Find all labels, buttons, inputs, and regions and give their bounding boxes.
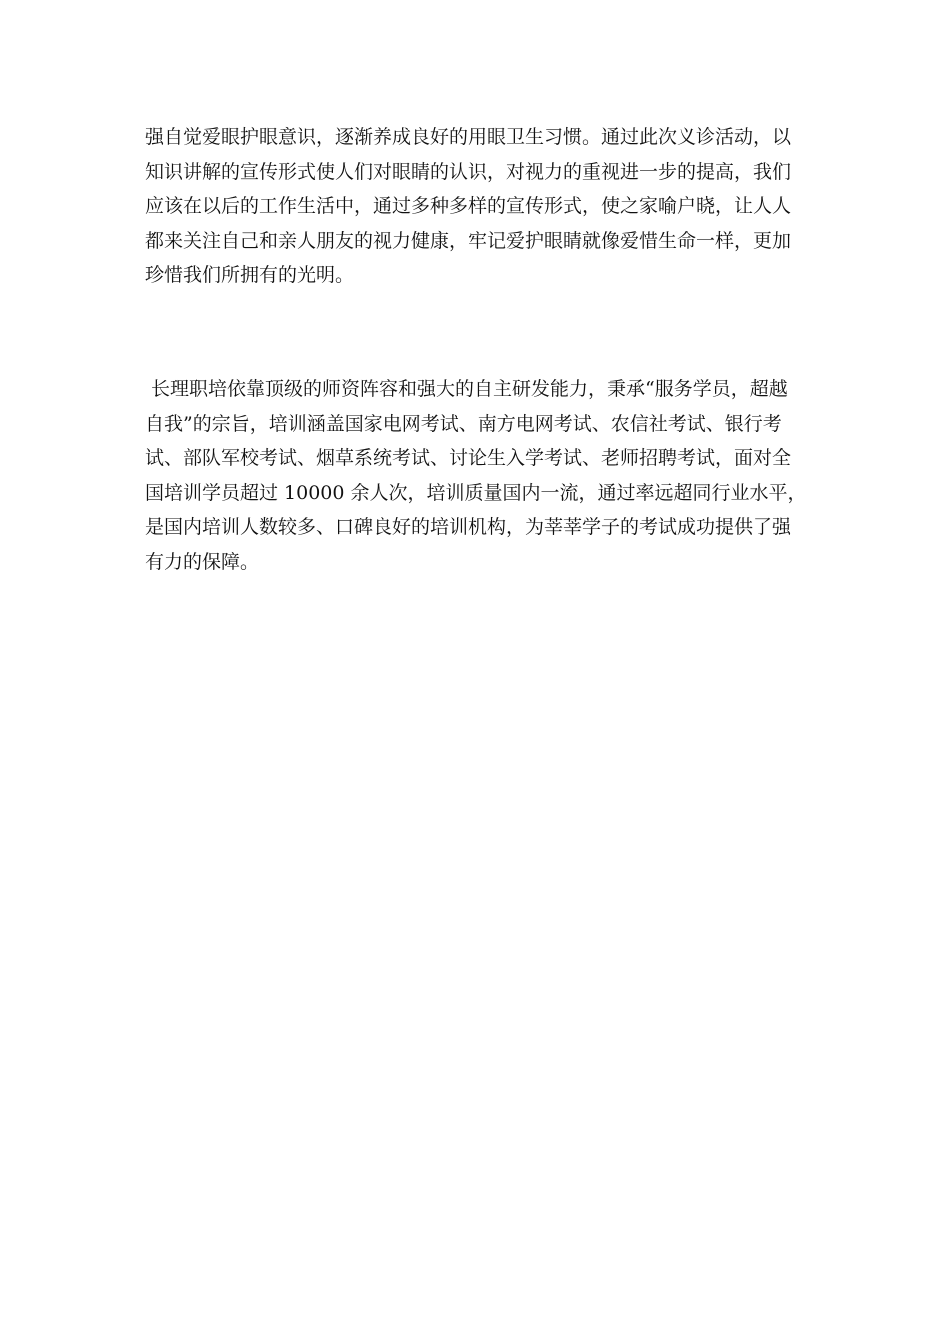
text-line: 国培训学员超过 10000 余人次，培训质量国内一流，通过率远超同行业水平， (145, 481, 807, 504)
text-line: 是国内培训人数较多、口碑良好的培训机构，为莘莘学子的考试成功提供了强 (145, 516, 792, 538)
text-line: 珍惜我们所拥有的光明。 (145, 264, 355, 286)
text-line: 长理职培依靠顶级的师资阵容和强大的自主研发能力，秉承“服务学员，超越 (145, 378, 788, 400)
text-line: 自我”的宗旨，培训涵盖国家电网考试、南方电网考试、农信社考试、银行考 (145, 412, 782, 435)
text-line: 试、部队军校考试、烟草系统考试、讨论生入学考试、老师招聘考试，面对全 (145, 447, 792, 469)
text-line: 都来关注自己和亲人朋友的视力健康，牢记爱护眼睛就像爱惜生命一样，更加 (145, 229, 792, 252)
text-line: 有力的保障。 (145, 550, 260, 573)
paragraph-eye-care (145, 120, 815, 293)
text-line: 知识讲解的宣传形式使人们对眼睛的认识，对视力的重视进一步的提高，我们 (145, 160, 792, 183)
text-line: 强自觉爱眼护眼意识，逐渐养成良好的用眼卫生习惯。通过此次义诊活动，以 (145, 126, 792, 148)
text-line: 应该在以后的工作生活中，通过多种多样的宣传形式，使之家喻户晓，让人人 (145, 195, 792, 217)
paragraph-training-ad (145, 372, 815, 579)
